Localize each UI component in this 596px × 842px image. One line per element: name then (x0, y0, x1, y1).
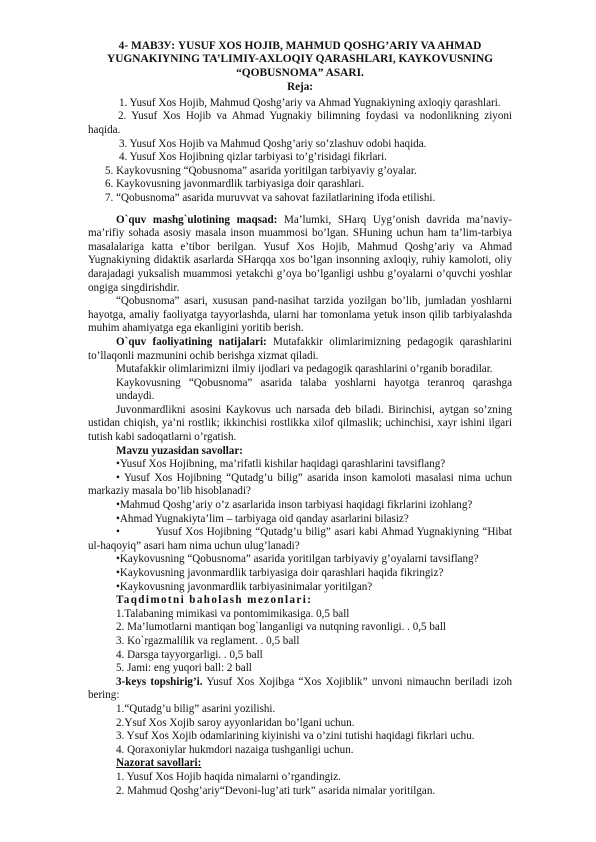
task-paragraph (88, 676, 512, 703)
plan-heading: Reja: (287, 81, 313, 94)
task-item: 2.Ysuf Xos Xojib saroy ayyonlaridan bo’lgani uchun. (116, 716, 355, 729)
plan-item: 6. Kaykovusning javonmardlik tarbiyasiga doir qarashlari. (105, 178, 365, 191)
title-line-2: YUGNAKIYNING TA’LIMIY-AXLOQIY QARASHLARI, KAYKOVUSNING (106, 53, 494, 66)
task-item: 3. Ysuf Xos Xojib odamlarining kiyinishi va o’zini tutishi haqidagi fikrlari uchu. (116, 730, 475, 743)
question-item: • Yusuf Xos Hojibning, ma’rifatli kishilar haqidagi qarashlarini tavsiflang? (88, 458, 512, 472)
plan-item: 4. Yusuf Xos Hojibning qizlar tarbiyasi to’g’risidagi fikrlari. (119, 151, 387, 164)
control-heading: Nazorat savollari: (116, 757, 202, 770)
plan-item: 7. “Qobusnoma” asarida muruvvat va sahovat fazilatlarining ifoda etilishi. (105, 191, 436, 204)
results-label: O`quv faoliyatining natijalari: (116, 335, 267, 348)
title-line-3: “QOBUSNOMA” ASARI. (236, 66, 364, 79)
control-heading-line (88, 757, 512, 771)
goal-text: Ma’lumki, SHarq Uyg’onish davrida ma’naviy-ma’rifiy sohada asosiy masala inson muammosi bo’lgan. SHuning uchun ham ta’lim-tarbiya masalalariga katta e’tibor berilgan. Yusuf Xos Hojib, Mahmud Qoshg’ariy va Ahmad Yugnakiyning didaktik asarlarda SHarqqa xos bo’lgan insonning axloqiy, ruhiy kamoloti, oliy darajadagi yuksalish muammosi yetakchi g’oya bo’lganligi ushbu g’oyalarni o’quvchi yoshlar ongiga singdirishdir. (88, 213, 512, 294)
results-paragraph (88, 336, 512, 363)
results-line: Mutafakkir olimlarimizni ilmiy ijodlari va pedagogik qarashlarini o’rganib boradilar. (116, 363, 493, 376)
page-title (88, 40, 512, 80)
question-item: • Kaykovusning javonmardlik tarbiyasiga doir qarashlari haqida fikringiz? (88, 567, 512, 581)
plan-item: 2. Yusuf Xos Hojib va Ahmad Yugnakiy bilimning foydasi va nodonlikning ziyoni haqida. (88, 110, 512, 136)
plan-item: 5. Kaykovusning “Qobusnoma” asarida yoritilgan tarbiyaviy g’oyalar. (105, 164, 417, 177)
question-item: • Yusuf Xos Hojibning “Qutadg’u bilig” asari kabi Ahmad Yugnakiyning “Hibat ul-haqoyiq” asari ham nima uchun ulug’lanadi? (88, 526, 512, 552)
question-item: • Ahmad Yugnakiyta’lim – tarbiyaga oid qanday asarlarini bilasiz? (88, 513, 512, 527)
criteria-heading: Taqdimotni baholash mezonlari: (116, 594, 313, 607)
task-item: 4. Qoraxoniylar hukmdori nazaiga tushganligi uchun. (116, 743, 354, 756)
control-list (88, 771, 512, 798)
javonmardlik-paragraph: Juvonmardlikni asosini Kaykovus uch narsada deb biladi. Birinchisi, aytgan so’zning ustidan chiqish, ya’ni rostlik; ikkinchisi rostlikka xilof qilmaslik; uchinchisi, xayr ishini ilgari tutish kabi sadoqatlarni o’rgatish. (88, 403, 512, 444)
title-line-1: 4- МАВЗУ: YUSUF XOS HOJIB, MAHMUD QOSHG’ARIY VA AHMAD (118, 40, 482, 52)
question-item: • Yusuf Xos Hojibning “Qutadg’u bilig” asarida inson kamoloti masalasi nima uchun markaziy masala bo’lib hisoblanadi? (88, 471, 512, 498)
control-item: 1. Yusuf Xos Hojib haqida nimalarni o’rgandingiz. (116, 770, 341, 783)
criteria-item: 2. Ma’lumotlarni mantiqan bog`langanligi va nutqning ravonligi. . 0,5 ball (116, 621, 446, 634)
qobusnoma-paragraph: “Qobusnoma” asari, xususan pand-nasihat tarzida yozilgan bo’lib, jumladan yoshlarni hayotga, amaliy faoliyatga tayyorlashda, ularni har tomonlama yetuk inson qilib tarbiyalashda muhim ahamiyatga ega ekanligini yoritib berish. (88, 295, 512, 335)
question-item: • Mahmud Qoshg’ariy o’z asarlarida inson tarbiyasi haqidagi fikrlarini izohlang? (88, 499, 512, 513)
goal-label: O`quv mashg`ulotining maqsad: (116, 213, 278, 226)
questions-list (88, 458, 512, 594)
criteria-item: 5. Jami: eng yuqori ball: 2 ball (116, 662, 252, 675)
task-text: Yusuf Xos Xojibga “Xos Xojiblik” unvoni nimauchn beriladi izoh bering: (88, 675, 512, 702)
question-item: • Kaykovusning javonmardlik tarbiyasinimalar yoritilgan? (88, 581, 512, 595)
plan-item: 1. Yusuf Xos Hojib, Mahmud Qoshg’ariy va Ahmad Yugnakiyning axloqiy qarashlari. (119, 96, 501, 109)
task-label: 3-keys topshirig’i. (116, 675, 203, 688)
plan-item: 3. Yusuf Xos Hojib va Mahmud Qoshg’ariy so’zlashuv odobi haqida. (119, 137, 427, 150)
results-text: Mutafakkir olimlarimizning pedagogik qarashlarini to’llaqonli mazmunini ochib berishga xizmat qiladi. (88, 335, 512, 362)
criteria-list (88, 608, 512, 676)
task-list (88, 703, 512, 757)
question-text: Yusuf Xos Hojibning “Qutadg’u bilig” asari kabi Ahmad Yugnakiyning “Hibat ul-haqoyiq” asari ham nima uchun ulug’lanadi? (88, 526, 512, 552)
task-item: 1.“Qutadg’u bilig” asarini yozilishi. (116, 702, 276, 715)
goal-paragraph (88, 214, 512, 296)
control-item: 2. Mahmud Qoshg’ariy“Devoni-lug’ati turk” asarida nimalar yoritilgan. (116, 784, 436, 797)
document-content (88, 40, 512, 798)
question-item: • Kaykovusning “Qobusnoma” asarida yoritilgan tarbiyaviy g’oyalarni tavsiflang? (88, 553, 512, 567)
criteria-item: 3. Ko`rgazmalilik va reglament. . 0,5 ball (116, 634, 300, 647)
question-text: Yusuf Xos Hojibning “Qutadg’u bilig” asarida inson kamoloti masalasi nima uchun markaziy masala bo’lib hisoblanadi? (88, 471, 512, 498)
questions-heading: Mavzu yuzasidan savollar: (116, 444, 243, 457)
criteria-item: 4. Darsga tayyorgarligi. . 0,5 ball (116, 648, 263, 661)
results-line: Kaykovusning “Qobusnoma” asarida talaba yoshlarni hayotga teranroq qarashga undaydi. (116, 376, 512, 403)
plan-list (88, 97, 512, 206)
criteria-item: 1.Talabaning mimikasi va pontomimikasiga. 0,5 ball (116, 607, 350, 620)
